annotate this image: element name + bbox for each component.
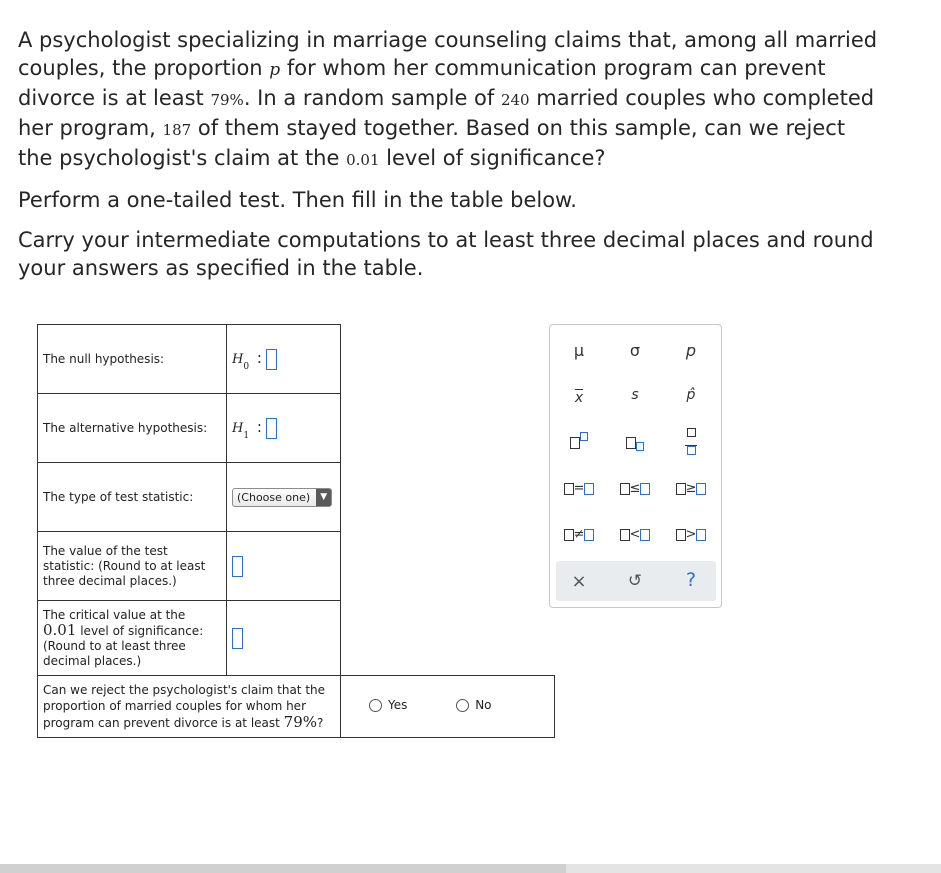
alternative-hypothesis-label: The alternative hypothesis:: [38, 394, 227, 463]
claim-percent: 79%: [210, 91, 244, 109]
problem-statement: [18, 26, 878, 282]
math-palette: [549, 324, 722, 608]
horizontal-scrollbar[interactable]: [0, 864, 941, 873]
answer-table: [37, 324, 555, 738]
null-hypothesis-label: The null hypothesis:: [38, 325, 227, 394]
box-icon: [570, 437, 580, 449]
box-icon: [626, 437, 636, 449]
box-icon: [564, 483, 574, 495]
problem-paragraph-2: Perform a one-tailed test. Then fill in the table below.: [18, 188, 577, 212]
greater-equal-button[interactable]: ≥: [666, 481, 716, 496]
null-hypothesis-input[interactable]: [266, 349, 277, 370]
test-statistic-type-row: [38, 463, 555, 532]
mu-button[interactable]: μ: [573, 341, 585, 360]
fraction-button[interactable]: [666, 428, 716, 455]
box-icon: [636, 442, 644, 451]
test-statistic-type-select[interactable]: (Choose one) ▼: [232, 488, 332, 507]
scrollbar-thumb[interactable]: [0, 864, 566, 873]
s-button[interactable]: s: [631, 387, 639, 403]
box-icon: [696, 483, 706, 495]
box-icon: [620, 529, 630, 541]
reject-claim-label: Can we reject the psychologist's claim that the proportion of married couples for whom her program can prevent divorce is at least 79%?: [38, 676, 341, 738]
sample-size: 240: [500, 91, 530, 109]
yes-radio[interactable]: Yes: [369, 698, 407, 712]
box-icon: [676, 529, 686, 541]
alternative-hypothesis-row: The alternative hypothesis: $H_1$ :: [38, 394, 555, 463]
less-than-button[interactable]: <: [610, 527, 660, 542]
x-bar-button[interactable]: $\overline{x}$: [574, 390, 584, 406]
box-icon: [696, 529, 706, 541]
radio-circle-icon: [369, 699, 382, 712]
test-statistic-value-row: [38, 532, 555, 601]
p-button[interactable]: p: [685, 341, 697, 360]
problem-paragraph-1: A psychologist specializing in marriage counseling claims that, among all married couples, the proportion p for whom her communication program can prevent divorce is at least 79%. In a random sample of 240 married couples who completed her program, 187 of them stayed together. Based on this sample, can we reject the psychologist's claim at the 0.01 level of significance?: [18, 28, 878, 170]
superscript-button[interactable]: [554, 432, 604, 451]
critical-value-input[interactable]: [232, 628, 243, 649]
box-icon: [687, 428, 696, 437]
successes: 187: [162, 121, 192, 139]
alternative-hypothesis-input[interactable]: [266, 418, 277, 439]
clear-icon[interactable]: ×: [571, 571, 587, 592]
test-statistic-value-input[interactable]: [232, 556, 243, 577]
sigma-button[interactable]: σ: [629, 341, 641, 360]
box-icon: [640, 529, 650, 541]
box-icon: [620, 483, 630, 495]
critical-value-row: [38, 601, 555, 676]
chevron-down-icon: ▼: [316, 489, 331, 506]
radio-circle-icon: [456, 699, 469, 712]
box-icon: [640, 483, 650, 495]
p-hat-button[interactable]: p̂: [686, 387, 696, 403]
h0-symbol: $H_0$: [232, 351, 250, 373]
box-icon: [564, 529, 574, 541]
help-icon[interactable]: ?: [685, 569, 697, 591]
alpha-level: 0.01: [346, 151, 380, 169]
equals-button[interactable]: =: [554, 481, 604, 496]
box-icon: [580, 432, 588, 441]
box-icon: [676, 483, 686, 495]
not-equal-button[interactable]: ≠: [554, 527, 604, 542]
subscript-button[interactable]: [610, 432, 660, 451]
null-hypothesis-row: The null hypothesis: $H_0$ :: [38, 325, 555, 394]
greater-than-button[interactable]: >: [666, 527, 716, 542]
no-radio[interactable]: No: [456, 698, 491, 712]
box-icon: [584, 529, 594, 541]
critical-value-label: The critical value at the 0.01 level of significance: (Round to at least three decimal places.): [38, 601, 227, 676]
less-equal-button[interactable]: ≤: [610, 481, 660, 496]
test-statistic-type-label: The type of test statistic:: [38, 463, 227, 532]
box-icon: [584, 483, 594, 495]
reject-claim-row: [38, 676, 555, 738]
problem-paragraph-3: Carry your intermediate computations to at least three decimal places and round your answers as specified in the table.: [18, 228, 874, 280]
test-statistic-value-label: The value of the test statistic: (Round to at least three decimal places.): [38, 532, 227, 601]
h1-symbol: $H_1$: [232, 420, 250, 442]
box-icon: [687, 446, 696, 455]
undo-icon[interactable]: ↺: [627, 571, 643, 591]
